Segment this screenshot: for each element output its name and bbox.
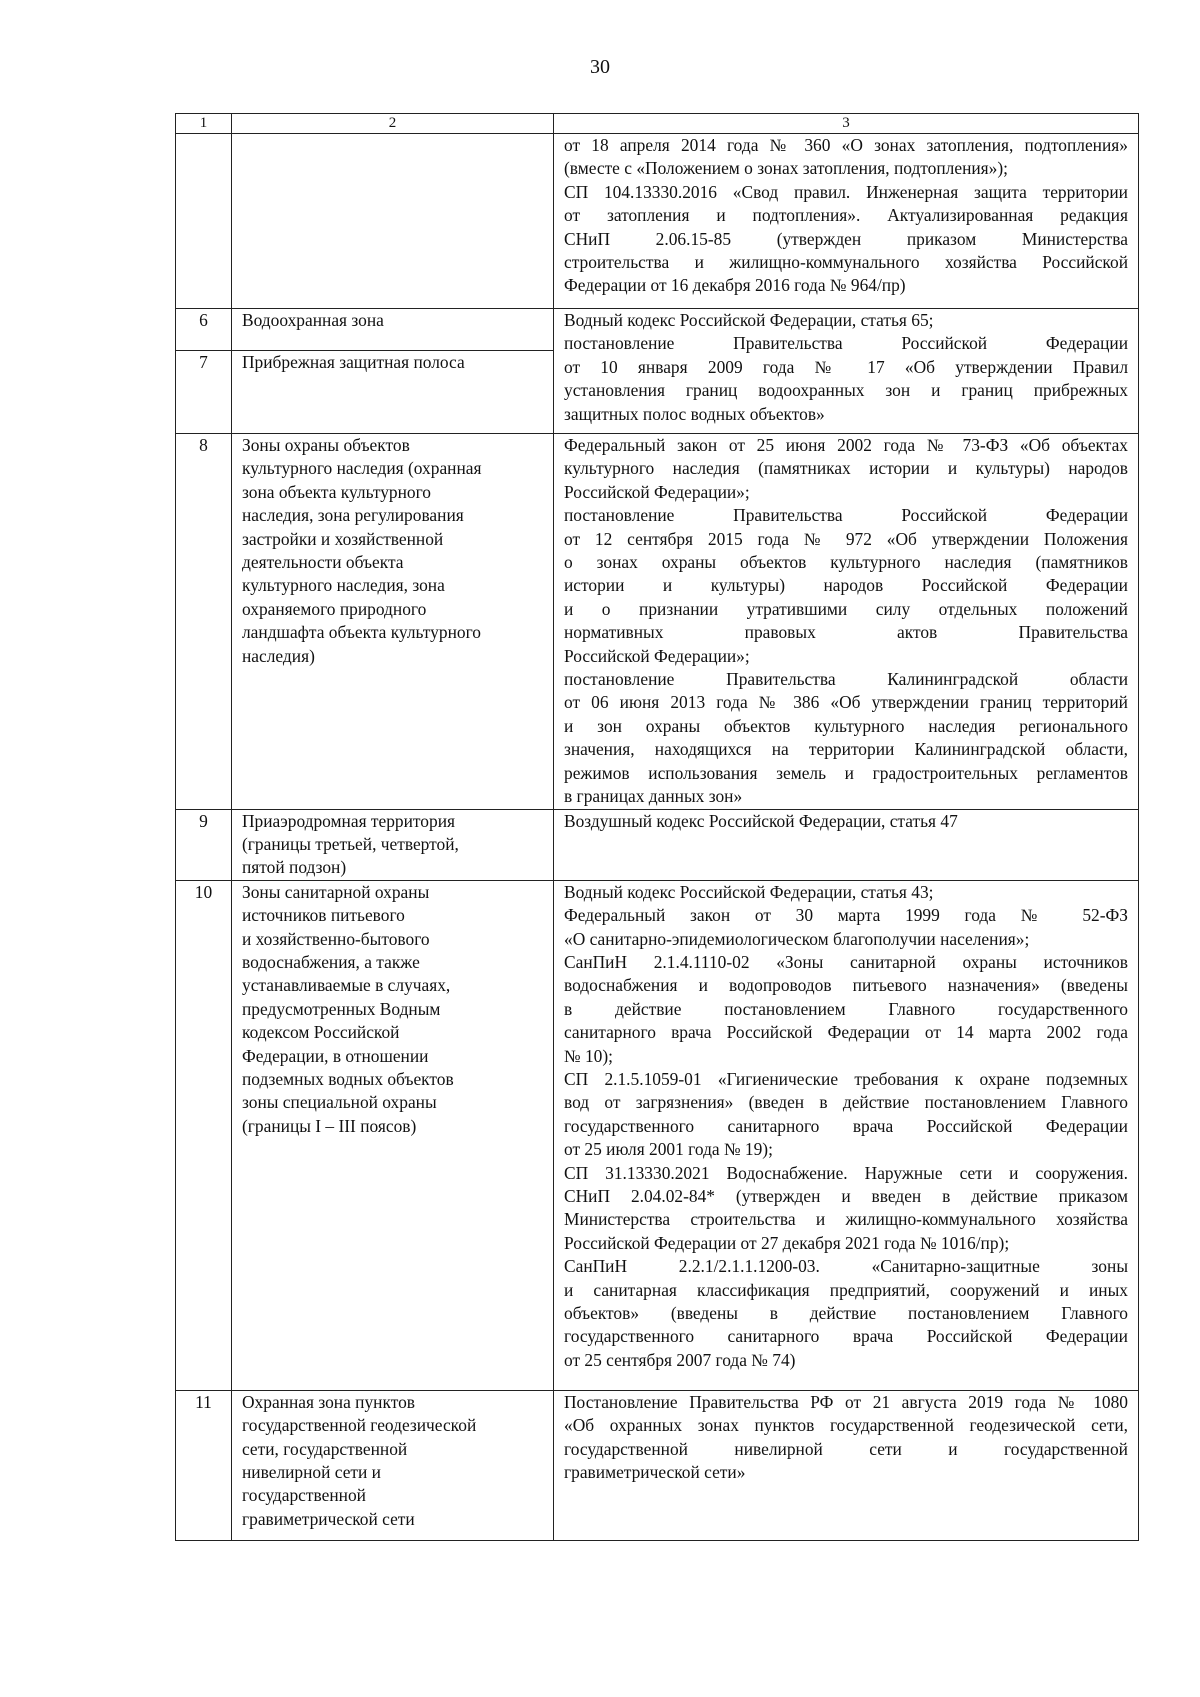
text-line: охраняемого природного [242,598,427,619]
text-line: от 10 января 2009 года № 17 «Об утверждении Правил [564,356,1128,377]
text-line: СанПиН 2.1.4.1110-02 «Зоны санитарной охраны источников [564,951,1128,972]
text-line: Зоны санитарной охраны [242,881,430,902]
text-line: культурного наследия (памятниках истории и культуры) народов [564,458,1128,479]
table-row-10 [176,880,1139,1390]
legal-basis-cell [554,880,1139,1390]
zone-name-cell [232,809,554,880]
text-line: Федеральный закон от 30 марта 1999 года № 52-ФЗ [564,905,1128,926]
text-line: и хозяйственно-бытового [242,928,430,949]
row-number-cell: 10 [176,880,232,1390]
text-line: Зоны охраны объектов [242,435,410,455]
row-number-cell: 11 [176,1390,232,1540]
row-number-cell [176,134,232,309]
table-row-11 [176,1390,1139,1540]
text-line: в границах данных зон» [564,786,743,807]
text-line: гравиметрической сети» [564,1461,746,1482]
table-row-8 [176,434,1139,810]
text-line: пятой подзон) [242,857,347,878]
text-line: государственной геодезической [242,1415,477,1436]
text-line: наследия, зона регулирования [242,505,464,526]
text-line: наследия) [242,645,315,666]
text-line: «Об охранных зонах пунктов государственной геодезической сети, [564,1415,1128,1436]
text-line: СП 104.13330.2016 «Свод правил. Инженерная защита территории [564,181,1128,202]
text-line: застройки и хозяйственной [242,528,444,549]
page-number: 30 [590,56,610,78]
text-line: объектов» (введены в действие постановлением Главного [564,1303,1128,1324]
header-col-2: 2 [232,114,554,134]
text-line: государственного санитарного врача Российской Федерации [564,1326,1128,1347]
legal-basis-cell [554,809,1139,880]
text-line: сети, государственной [242,1438,408,1459]
text-line: Российской Федерации»; [564,481,750,502]
text-line: Водный кодекс Российской Федерации, статья 43; [564,881,934,902]
text-line: Российской Федерации»; [564,645,750,666]
text-line: водоснабжения, а также [242,951,420,972]
text-line: Федерации, в отношении [242,1045,429,1066]
row-number-cell: 7 [176,351,232,434]
text-line: ландшафта объекта культурного [242,622,481,643]
text-line: постановление Правительства Российской Федерации [564,333,1128,354]
legal-basis-cell [554,434,1139,810]
text-line: нивелирной сети и [242,1461,381,1482]
zone-name-cell [232,434,554,810]
text-line: устанавливаемые в случаях, [242,975,451,996]
text-line: СНиП 2.04.02-84* (утвержден и введен в действие приказом [564,1186,1128,1206]
text-line: источников питьевого [242,905,405,926]
zone-name-cell: Водоохранная зона [232,309,554,351]
text-line: защитных полос водных объектов» [564,403,825,424]
table-row-continuation [176,134,1139,309]
text-line: санитарного врача Российской Федерации от 14 марта 2002 года [564,1022,1128,1043]
row-number-cell: 8 [176,434,232,810]
text-line: и зон охраны объектов культурного наследия регионального [564,715,1128,736]
text-line: истории и культуры) народов Российской Федерации [564,575,1128,596]
legal-basis-cell [554,1390,1139,1540]
text-line: предусмотренных Водным [242,998,441,1019]
text-line: Федерации от 16 декабря 2016 года № 964/пр) [564,275,906,296]
text-line: государственной нивелирной сети и государственной [564,1438,1128,1459]
text-line: от 25 июля 2001 года № 19); [564,1139,773,1160]
text-line: (границы третьей, четвертой, [242,833,459,854]
text-line: Приаэродромная территория [242,810,456,831]
table-row-9 [176,809,1139,880]
text-line: государственной [242,1485,366,1506]
text-line: СП 2.1.5.1059-01 «Гигиенические требования к охране подземных [564,1068,1128,1089]
zone-name-cell: Прибрежная защитная полоса [232,351,554,434]
text-line: № 10); [564,1045,613,1066]
text-line: Федеральный закон от 25 июня 2002 года № 73-ФЗ «Об объектах [564,435,1128,455]
text-line: от затопления и подтопления». Актуализированная редакция [564,205,1128,226]
text-line: в действие постановлением Главного государственного [564,998,1128,1019]
legal-basis-cell [554,134,1139,309]
text-line: СП 31.13330.2021 Водоснабжение. Наружные сети и сооружения. [564,1162,1128,1183]
text-line: СанПиН 2.2.1/2.1.1.1200-03. «Санитарно-защитные зоны [564,1256,1128,1277]
text-line: подземных водных объектов [242,1068,454,1089]
text-line: государственного санитарного врача Российской Федерации [564,1115,1128,1136]
text-line: Министерства строительства и жилищно-коммунального хозяйства [564,1209,1128,1230]
text-line: Российской Федерации от 27 декабря 2021 года № 1016/пр); [564,1232,1010,1253]
text-line: культурного наследия (охранная [242,458,482,479]
text-line: установления границ водоохранных зон и границ прибрежных [564,380,1128,401]
text-line: и о признании утратившими силу отдельных положений [564,598,1128,619]
text-line: водоснабжения и водопроводов питьевого назначения» (введены [564,975,1128,996]
zone-name-cell [232,880,554,1390]
legal-basis-cell [554,309,1139,434]
text-line: СНиП 2.06.15-85 (утвержден приказом Министерства [564,228,1128,249]
text-line: «О санитарно-эпидемиологическом благополучии населения»; [564,928,1030,949]
text-line: от 18 апреля 2014 года № 360 «О зонах затопления, подтопления» [564,135,1128,155]
text-line: культурного наследия, зона [242,575,445,596]
text-line: Охранная зона пунктов [242,1391,415,1412]
text-line: гравиметрической сети [242,1508,415,1529]
row-number-cell: 6 [176,309,232,351]
text-line: деятельности объекта [242,552,404,573]
text-line: зона объекта культурного [242,481,431,502]
text-line: зоны специальной охраны [242,1092,437,1113]
table-header-row [176,114,1139,134]
text-line: кодексом Российской [242,1022,400,1043]
row-number-cell: 9 [176,809,232,880]
zone-name-cell [232,1390,554,1540]
header-col-3: 3 [554,114,1139,134]
text-line: вод от загрязнения» (введен в действие постановлением Главного [564,1092,1128,1113]
text-line: Постановление Правительства РФ от 21 августа 2019 года № 1080 [564,1391,1128,1412]
zone-name-cell [232,134,554,309]
text-line: строительства и жилищно-коммунального хозяйства Российской [564,252,1128,273]
text-line: (границы I – III поясов) [242,1115,417,1136]
text-line: от 06 июня 2013 года № 386 «Об утверждении границ территорий [564,692,1128,713]
text-line: постановление Правительства Калининградской области [564,669,1128,690]
table-row-6 [176,309,1139,351]
text-line: Водный кодекс Российской Федерации, статья 65; [564,310,934,330]
text-line: (вместе с «Положением о зонах затопления, подтопления»); [564,158,1009,179]
legal-basis-table [175,113,1139,1541]
text-line: значения, находящихся на территории Калининградской области, [564,739,1128,760]
text-line: нормативных правовых актов Правительства [564,622,1128,643]
text-line: режимов использования земель и градостроительных регламентов [564,762,1128,783]
header-col-1: 1 [176,114,232,134]
text-line: Воздушный кодекс Российской Федерации, статья 47 [564,810,958,831]
text-line: постановление Правительства Российской Федерации [564,505,1128,526]
text-line: от 12 сентября 2015 года № 972 «Об утверждении Положения [564,528,1128,549]
text-line: о зонах охраны объектов культурного наследия (памятников [564,552,1128,573]
text-line: и санитарная классификация предприятий, сооружений и иных [564,1279,1128,1300]
text-line: от 25 сентября 2007 года № 74) [564,1349,796,1370]
